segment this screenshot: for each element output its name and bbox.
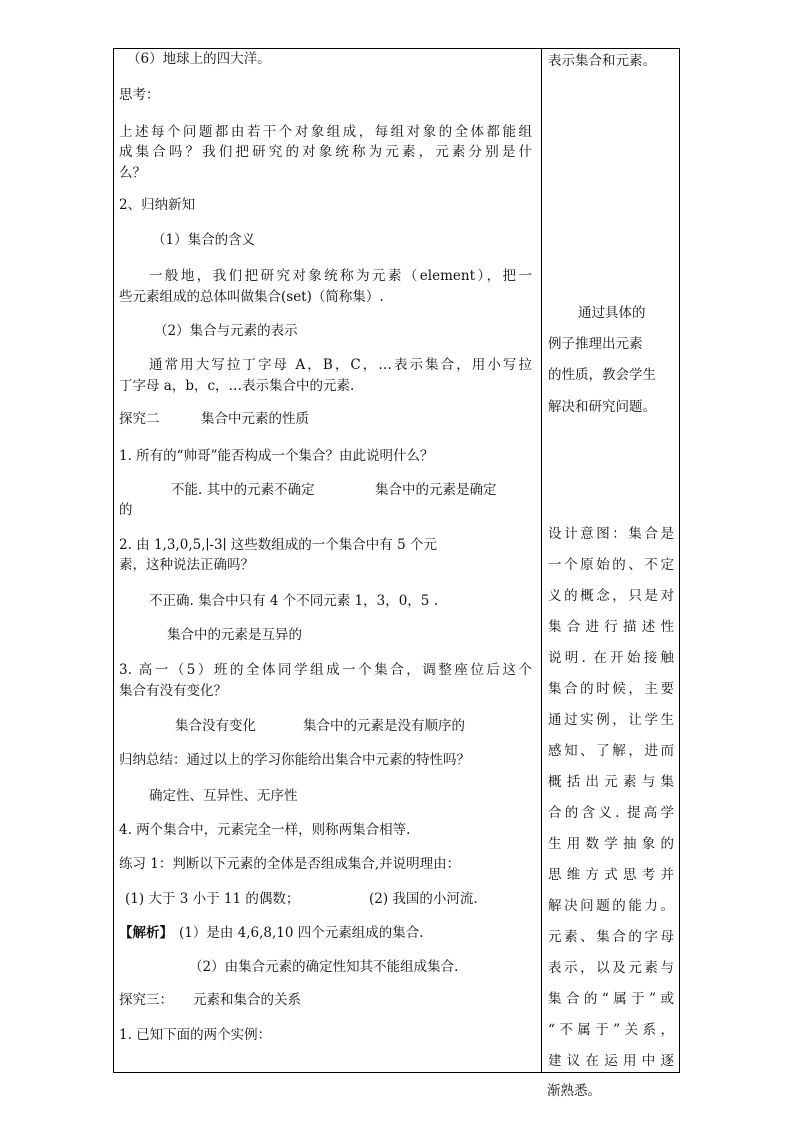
text-line: 丁字母 a，b，c，…表示集合中的元素.	[119, 378, 355, 394]
note-line: 的性质，教会学生	[548, 367, 656, 383]
question-line: 3. 高一（5）班的全体同学组成一个集合，调整座位后这个	[119, 662, 532, 678]
text-line: 上述每个问题都由若干个对象组成，每组对象的全体都能组	[119, 124, 532, 140]
question-line: 2. 由 1,3,0,5,∣-3∣ 这些数组成的一个集合中有 5 个元	[119, 537, 437, 553]
note-line: 元素、集合的字母	[548, 929, 674, 945]
question-line: 集合有没有变化？	[119, 683, 227, 699]
note-line: 例子推理出元素	[548, 336, 643, 352]
text-line: 4. 两个集合中，元素完全一样，则称两集合相等.	[119, 822, 411, 838]
answer-line: 的	[119, 502, 133, 518]
note-line: 概括出元素与集	[548, 774, 674, 790]
answer-line: 不正确. 集合中只有 4 个不同元素 1，3，0，5 .	[149, 593, 438, 609]
exercise-line: 练习 1：判断以下元素的全体是否组成集合,并说明理由：	[119, 856, 461, 872]
explore-heading-label: 探究三：	[119, 992, 173, 1008]
note-line: 通过具体的	[578, 305, 646, 321]
answer-line: 集合中的元素是没有顺序的	[303, 718, 465, 734]
explore-heading-label: 探究二	[119, 411, 160, 427]
text-line: 通常用大写拉丁字母 A，B，C，…表示集合，用小写拉	[149, 357, 532, 373]
note-line: 集合进行描述性	[548, 619, 674, 635]
text-line: 么？	[119, 165, 146, 181]
text-line: （6）地球上的四大洋。	[127, 51, 271, 67]
note-line: 义的概念，只是对	[548, 588, 674, 604]
column-divider	[541, 49, 542, 1072]
explore-heading-title: 集合中元素的性质	[201, 411, 309, 427]
subsection-heading: （1）集合的含义	[152, 232, 256, 248]
question-line: 1. 所有的“帅哥”能否构成一个集合？由此说明什么？	[119, 448, 434, 464]
section-heading: 2、归纳新知	[119, 197, 196, 213]
answer-line: 确定性、互异性、无序性	[149, 788, 298, 804]
note-line: “不属于”关系，	[548, 1022, 674, 1038]
text-line: 成集合吗？我们把研究的对象统称为元素，元素分别是什	[119, 144, 532, 160]
note-line: 合的含义. 提高学	[548, 805, 674, 821]
note-line: 感知、了解，进而	[548, 743, 674, 759]
note-line: 建议在运用中逐	[548, 1053, 674, 1069]
text-line: 1. 已知下面的两个实例：	[119, 1027, 272, 1043]
note-line: 解决和研究问题。	[548, 399, 656, 415]
analysis-line: (1）是由 4,6,8,10 四个元素组成的集合.	[179, 925, 424, 941]
note-line: 说明. 在开始接触	[548, 650, 674, 666]
note-line: 一个原始的、不定	[548, 557, 674, 573]
answer-line: 集合中的元素是确定	[375, 482, 497, 498]
note-line: 解决问题的能力。	[548, 898, 674, 914]
answer-line: 集合没有变化	[175, 718, 256, 734]
note-line: 表示集合和元素。	[548, 53, 656, 69]
answer-line: 集合中的元素是互异的	[167, 627, 302, 643]
answer-line: 不能. 其中的元素不确定	[171, 482, 315, 498]
analysis-line: （2）由集合元素的确定性知其不能组成集合.	[189, 959, 459, 975]
note-line: 表示，以及元素与	[548, 960, 674, 976]
summary-line: 归纳总结：通过以上的学习你能给出集合中元素的特性吗？	[119, 752, 470, 768]
text-line: 些元素组成的总体叫做集合(set)（简称集）.	[119, 289, 384, 305]
text-line: 一般地，我们把研究对象统称为元素（element），把一	[149, 268, 532, 284]
note-line: 设计意图：集合是	[548, 526, 674, 542]
exercise-item: (2) 我国的小河流.	[369, 891, 478, 907]
exercise-item: (1) 大于 3 小于 11 的偶数；	[125, 891, 300, 907]
text-line: 思考：	[119, 87, 160, 103]
note-line: 渐熟悉。	[547, 1083, 601, 1099]
analysis-label: 【解析】	[119, 925, 173, 941]
explore-heading-title: 元素和集合的关系	[193, 992, 301, 1008]
question-line: 素，这种说法正确吗？	[119, 557, 254, 573]
lesson-table	[113, 48, 680, 1073]
note-line: 生用数学抽象的	[548, 836, 674, 852]
subsection-heading: （2）集合与元素的表示	[154, 323, 298, 339]
note-line: 集合的“属于”或	[548, 991, 674, 1007]
note-line: 通过实例，让学生	[548, 712, 674, 728]
note-line: 集合的时候，主要	[548, 681, 674, 697]
note-line: 思维方式思考并	[548, 867, 674, 883]
